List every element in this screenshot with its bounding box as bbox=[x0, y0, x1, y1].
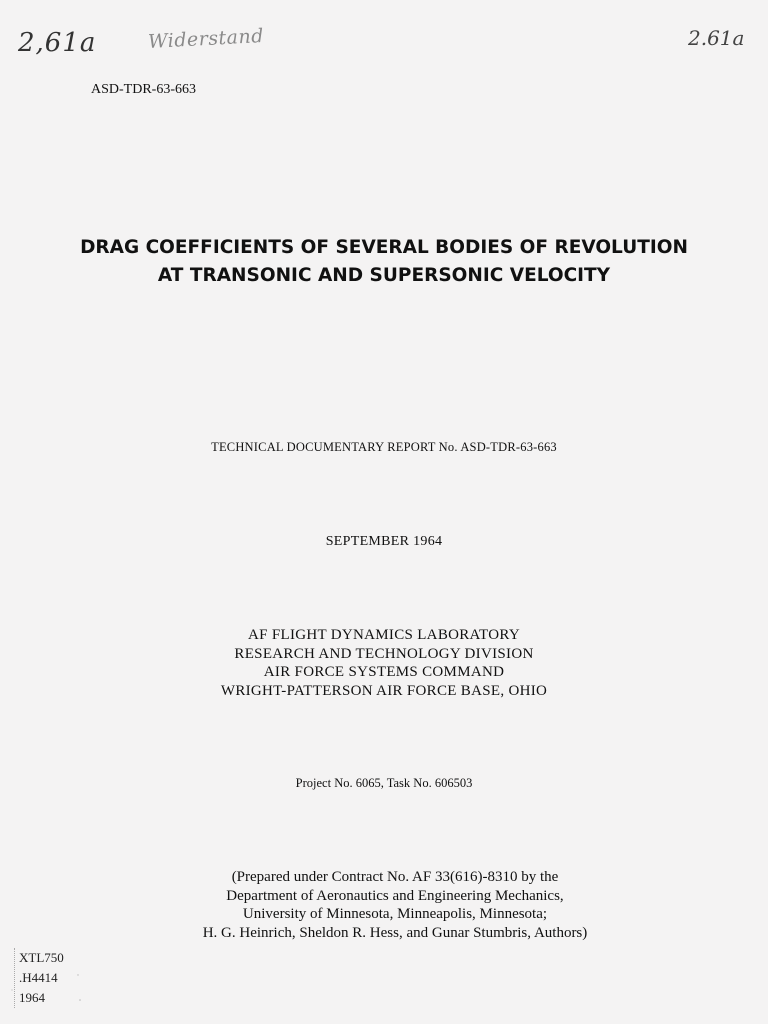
prepared-line-1: (Prepared under Contract No. AF 33(616)-8310 by the bbox=[231, 869, 559, 885]
call-number-line-2: .H4414 bbox=[19, 970, 58, 985]
report-code: ASD-TDR-63-663 bbox=[91, 82, 196, 97]
organization-line-3: AIR FORCE SYSTEMS COMMAND bbox=[263, 664, 505, 680]
title-line-2: AT TRANSONIC AND SUPERSONIC VELOCITY bbox=[157, 265, 611, 286]
handwritten-annotation-left: 2,61a bbox=[18, 28, 97, 58]
document-title bbox=[0, 234, 768, 290]
organization-line-2: RESEARCH AND TECHNOLOGY DIVISION bbox=[234, 645, 534, 662]
technical-report-number: TECHNICAL DOCUMENTARY REPORT No. ASD-TDR-63-663 bbox=[211, 440, 557, 454]
title-line-1: DRAG COEFFICIENTS OF SEVERAL BODIES OF REVOLUTION bbox=[80, 237, 688, 258]
library-call-number bbox=[14, 948, 64, 1008]
handwritten-annotation-middle: Widerstand bbox=[147, 24, 265, 54]
publication-date: SEPTEMBER 1964 bbox=[325, 534, 443, 549]
prepared-line-2: Department of Aeronautics and Engineering Mechanics, bbox=[226, 887, 564, 904]
organization-block bbox=[0, 626, 768, 700]
call-number-line-1: XTL750 bbox=[19, 950, 64, 965]
organization-line-4: WRIGHT-PATTERSON AIR FORCE BASE, OHIO bbox=[220, 682, 548, 699]
prepared-line-3: University of Minnesota, Minneapolis, Minnesota; bbox=[242, 906, 548, 922]
project-number: Project No. 6065, Task No. 606503 bbox=[295, 776, 473, 790]
handwritten-annotation-right: 2.61a bbox=[688, 26, 745, 50]
organization-line-1: AF FLIGHT DYNAMICS LABORATORY bbox=[248, 627, 520, 643]
prepared-by-block bbox=[0, 868, 768, 942]
prepared-line-4: H. G. Heinrich, Sheldon R. Hess, and Gunar Stumbris, Authors) bbox=[202, 924, 588, 941]
call-number-line-3: 1964 bbox=[19, 990, 45, 1005]
